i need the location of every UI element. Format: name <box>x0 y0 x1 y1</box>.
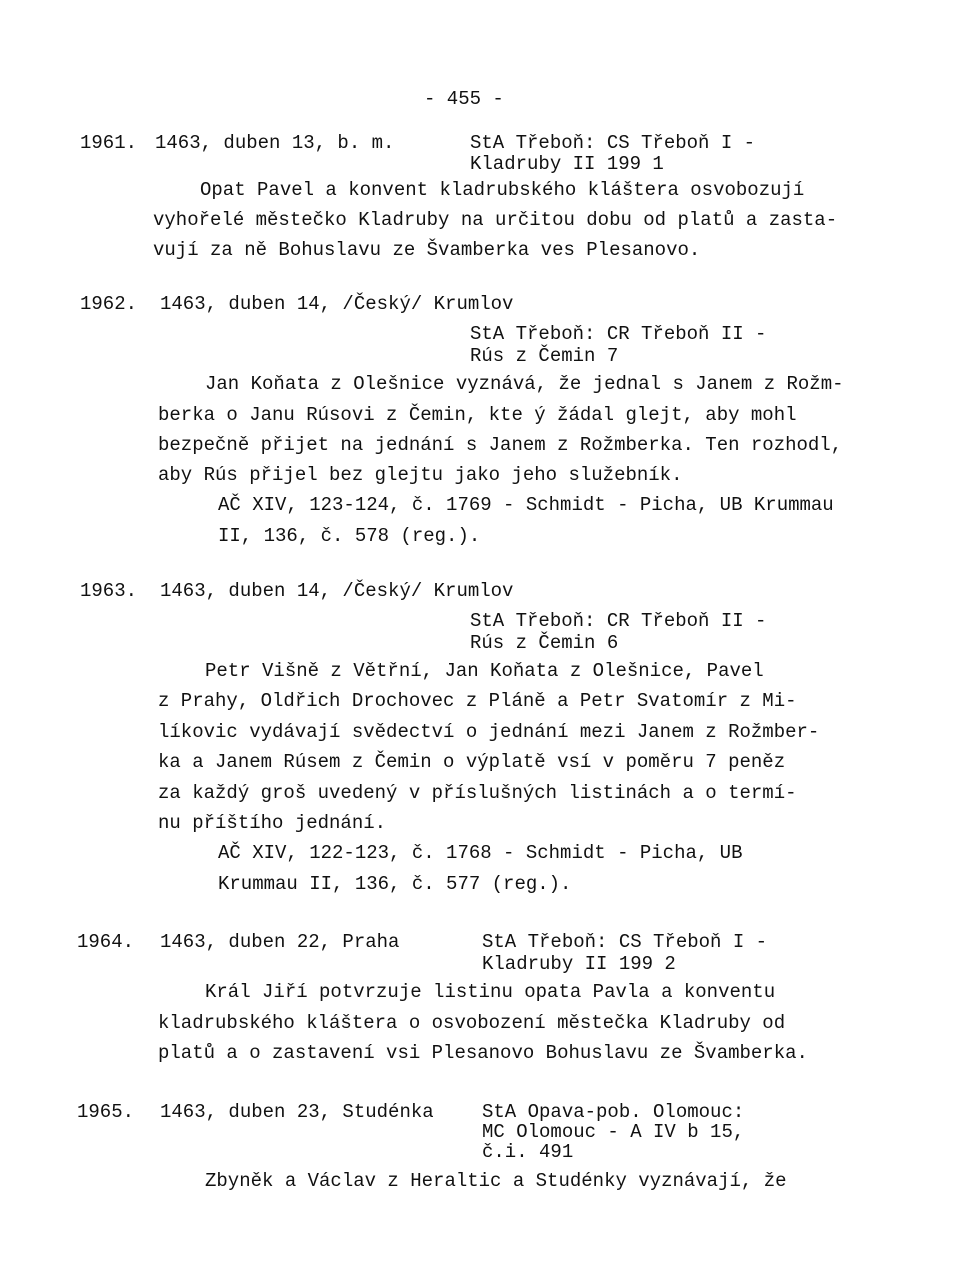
reference-line: AČ XIV, 123-124, č. 1769 - Schmidt - Picha, UB Krummau <box>218 494 834 516</box>
entry-number: 1965. <box>77 1101 135 1123</box>
entry-number: 1962. <box>80 293 138 315</box>
regest-line: Jan Koňata z Olešnice vyznává, že jednal s Janem z Rožm- <box>205 373 844 395</box>
archive-line: MC Olomouc - A IV b 15, <box>482 1121 745 1143</box>
entry-number: 1961. <box>80 132 138 154</box>
regest-line: berka o Janu Rúsovi z Čemin, kte ý žádal glejt, aby mohl <box>158 404 797 426</box>
regest-line: Petr Višně z Větřní, Jan Koňata z Olešnice, Pavel <box>205 660 764 682</box>
regest-line: Zbyněk a Václav z Heraltic a Studénky vyznávají, že <box>205 1170 787 1192</box>
regest-line: Král Jiří potvrzuje listinu opata Pavla a konventu <box>205 981 776 1003</box>
regest-line: nu příštího jednání. <box>158 812 387 834</box>
reference-line: Krummau II, 136, č. 577 (reg.). <box>218 873 572 895</box>
regest-line: z Prahy, Oldřich Drochovec z Pláně a Petr Svatomír z Mi- <box>158 690 797 712</box>
archive-line: Kladruby II 199 1 <box>470 153 664 175</box>
regest-line: za každý groš uvedený v příslušných listinách a o termí- <box>158 782 797 804</box>
entry-number: 1964. <box>77 931 135 953</box>
archive-line: StA Třeboň: CS Třeboň I - <box>482 931 768 953</box>
entry-date: 1463, duben 22, Praha <box>160 931 400 953</box>
archive-line: StA Třeboň: CR Třeboň II - <box>470 610 767 632</box>
regest-line: platů a o zastavení vsi Plesanovo Bohuslavu ze Švamberka. <box>158 1042 808 1064</box>
reference-line: AČ XIV, 122-123, č. 1768 - Schmidt - Picha, UB <box>218 842 743 864</box>
page-number: - 455 - <box>424 88 504 110</box>
archive-line: Rús z Čemin 7 <box>470 345 619 367</box>
regest-line: vují za ně Bohuslavu ze Švamberka ves Plesanovo. <box>153 239 701 261</box>
regest-line: bezpečně přijet na jednání s Janem z Rožmberka. Ten rozhodl, <box>158 434 843 456</box>
regest-line: aby Rús přijel bez glejtu jako jeho služebník. <box>158 464 683 486</box>
regest-line: Opat Pavel a konvent kladrubského kláštera osvobozují <box>200 179 805 201</box>
regest-line: líkovic vydávají svědectví o jednání mezi Janem z Rožmber- <box>158 721 820 743</box>
regest-line: kladrubského kláštera o osvobození městečka Kladruby od <box>158 1012 786 1034</box>
regest-line: vyhořelé městečko Kladruby na určitou dobu od platů a zasta- <box>153 209 838 231</box>
entry-date: 1463, duben 14, /Český/ Krumlov <box>160 580 514 602</box>
entry-date: 1463, duben 23, Studénka <box>160 1101 434 1123</box>
archive-line: Rús z Čemin 6 <box>470 632 619 654</box>
entry-number: 1963. <box>80 580 138 602</box>
regest-line: ka a Janem Rúsem z Čemin o výplatě vsí v poměru 7 peněz <box>158 751 786 773</box>
archive-line: StA Třeboň: CR Třeboň II - <box>470 323 767 345</box>
archive-line: StA Třeboň: CS Třeboň I - <box>470 132 756 154</box>
archive-line: Kladruby II 199 2 <box>482 953 676 975</box>
reference-line: II, 136, č. 578 (reg.). <box>218 525 481 547</box>
archive-line: č.i. 491 <box>482 1141 574 1163</box>
entry-date: 1463, duben 14, /Český/ Krumlov <box>160 293 514 315</box>
entry-date: 1463, duben 13, b. m. <box>155 132 395 154</box>
archive-line: StA Opava-pob. Olomouc: <box>482 1101 745 1123</box>
